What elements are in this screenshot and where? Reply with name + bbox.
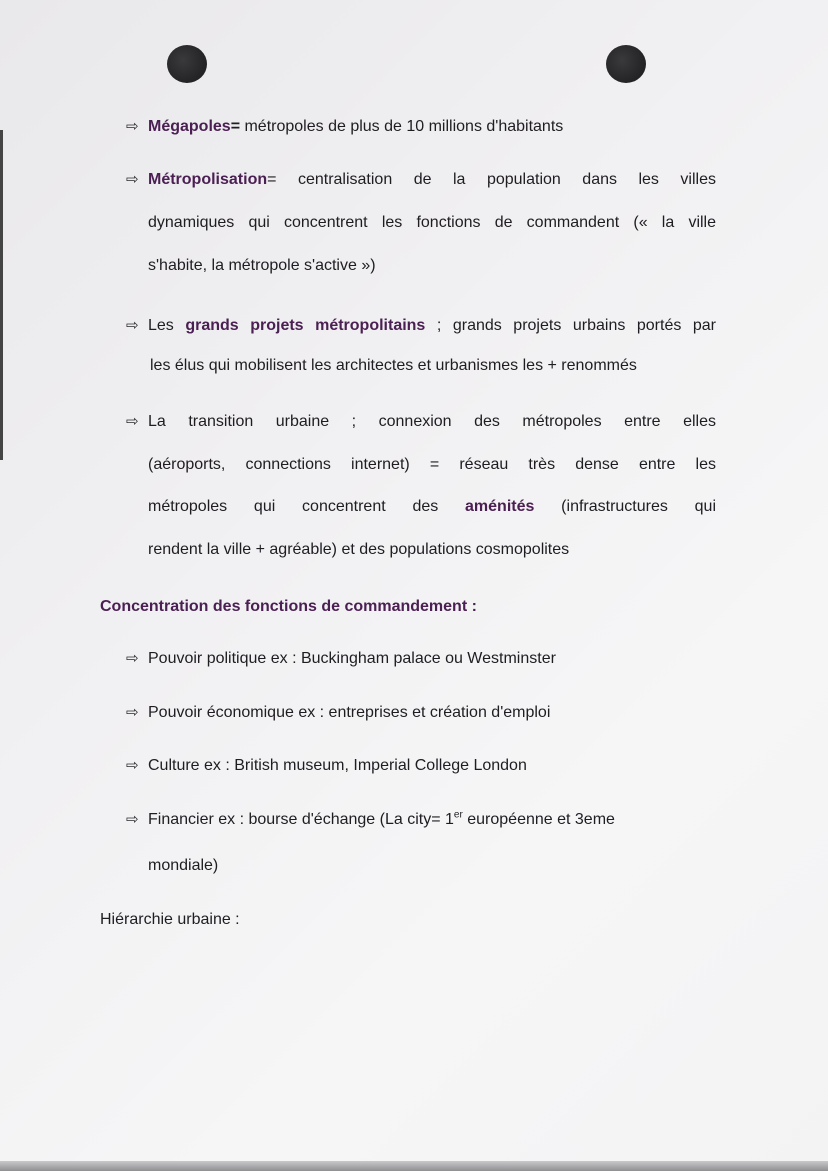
page-edge-shadow <box>0 130 3 460</box>
heading-hierarchie-urbaine: Hiérarchie urbaine : <box>100 911 240 928</box>
arrow-icon: ⇨ <box>126 650 139 667</box>
list-item: ⇨ Culture ex : British museum, Imperial College London <box>126 757 527 774</box>
punch-hole-left <box>167 45 207 83</box>
term-megapoles: Mégapoles <box>148 118 231 135</box>
definition-transition-urbaine: ⇨ La transition urbaine ; connexion des métropoles entre elles <box>126 413 716 430</box>
arrow-icon: ⇨ <box>126 757 139 774</box>
arrow-icon: ⇨ <box>126 811 139 828</box>
punch-hole-right <box>606 45 646 83</box>
arrow-icon: ⇨ <box>126 317 139 334</box>
arrow-icon: ⇨ <box>126 413 139 430</box>
text-line: (aéroports, connections internet) = réseau très dense entre les <box>148 456 716 473</box>
arrow-icon: ⇨ <box>126 704 139 721</box>
text-line: dynamiques qui concentrent les fonctions de commandent (« la ville <box>148 214 716 231</box>
arrow-icon: ⇨ <box>126 171 139 188</box>
text-line: s'habite, la métropole s'active ») <box>148 257 376 274</box>
list-item: ⇨ Pouvoir politique ex : Buckingham palace ou Westminster <box>126 650 556 667</box>
text-line: métropoles qui concentrent des aménités (infrastructures qui <box>148 498 717 515</box>
list-item: ⇨ Pouvoir économique ex : entreprises et création d'emploi <box>126 704 551 721</box>
arrow-icon: ⇨ <box>126 118 139 135</box>
heading-concentration: Concentration des fonctions de commandement : <box>100 598 477 615</box>
definition-megapoles: ⇨ Mégapoles= métropoles de plus de 10 millions d'habitants <box>126 118 564 135</box>
definition-metropolisation: ⇨ Métropolisation= centralisation de la population dans les villes <box>126 171 716 188</box>
definition-grands-projets: ⇨ Les grands projets métropolitains ; grands projets urbains portés par <box>126 317 717 334</box>
text-line: les élus qui mobilisent les architectes et urbanismes les + renommés <box>150 357 637 374</box>
term-grands-projets: grands projets métropolitains <box>185 317 426 334</box>
term-metropolisation: Métropolisation <box>148 171 268 188</box>
text-line: rendent la ville + agréable) et des populations cosmopolites <box>148 541 570 558</box>
list-item: ⇨ Financier ex : bourse d'échange (La city= 1er européenne et 3eme <box>126 809 615 828</box>
text-line: mondiale) <box>148 857 219 874</box>
term-amenites: aménités <box>465 498 535 515</box>
page-bottom-edge <box>0 1161 828 1171</box>
